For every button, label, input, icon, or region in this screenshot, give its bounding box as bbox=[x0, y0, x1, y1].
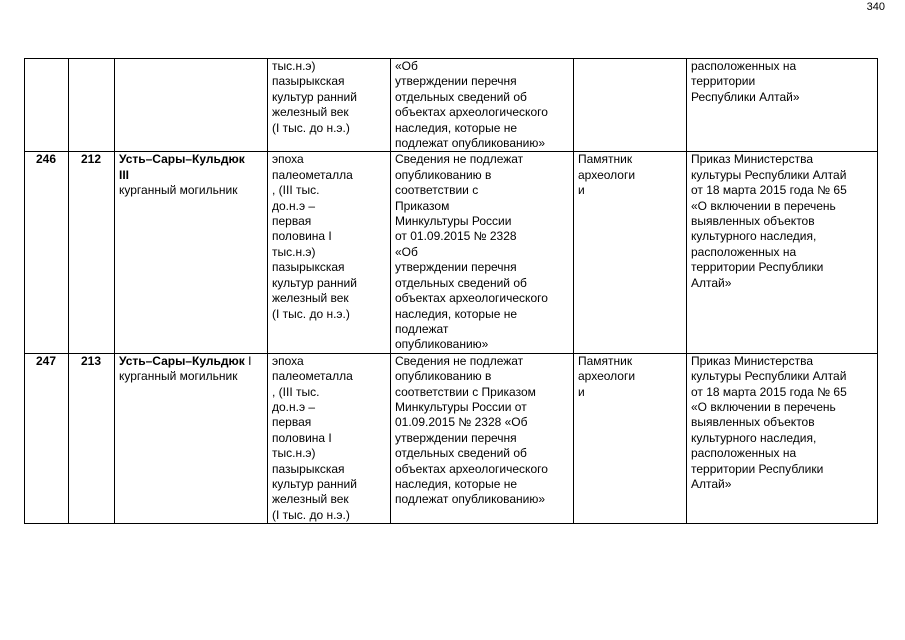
location-cell: Сведения не подлежат опубликованию в соответствии с Приказом Минкультуры России от 01.09.2015 № 2328 «Об утверждении перечня отдельных сведений об объектах археологического наследия, которые не подлежат опубликованию» bbox=[391, 152, 574, 353]
registry-number-cell bbox=[69, 59, 115, 152]
table-row bbox=[25, 152, 878, 353]
registry-number-cell: 213 bbox=[69, 353, 115, 523]
dating-cell: тыс.н.э) пазырыкская культур ранний железный век (I тыс. до н.э.) bbox=[268, 59, 391, 152]
row-number-cell: 246 bbox=[25, 152, 69, 353]
registry-number-cell: 212 bbox=[69, 152, 115, 353]
category-cell: Памятник археологи и bbox=[574, 152, 687, 353]
location-cell: Сведения не подлежат опубликованию в соответствии с Приказом Минкультуры России от 01.09.2015 № 2328 «Об утверждении перечня отдельных сведений об объектах археологического наследия, которые не подлежат опубликованию» bbox=[391, 353, 574, 523]
document-cell: Приказ Министерства культуры Республики Алтай от 18 марта 2015 года № 65 «О включении в перечень выявленных объектов культурного наследия, расположенных на территории Республики Алтай» bbox=[687, 152, 878, 353]
location-cell: «Об утверждении перечня отдельных сведений об объектах археологического наследия, которые не подлежат опубликованию» bbox=[391, 59, 574, 152]
object-type: курганный могильник bbox=[119, 183, 238, 198]
heritage-registry-table bbox=[24, 58, 878, 524]
row-number-cell: 247 bbox=[25, 353, 69, 523]
table-row bbox=[25, 59, 878, 152]
document-cell: Приказ Министерства культуры Республики Алтай от 18 марта 2015 года № 65 «О включении в перечень выявленных объектов культурного наследия, расположенных на территории Республики Алтай» bbox=[687, 353, 878, 523]
object-name-cell bbox=[115, 59, 268, 152]
table-row bbox=[25, 353, 878, 523]
dating-cell: эпоха палеометалла , (III тыс. до.н.э – первая половина I тыс.н.э) пазырыкская культур ранний железный век (I тыс. до н.э.) bbox=[268, 152, 391, 353]
object-name: Усть–Сары–Кульдюк bbox=[119, 353, 245, 368]
category-cell bbox=[574, 59, 687, 152]
object-type: курганный могильник bbox=[119, 369, 238, 384]
category-cell: Памятник археологи и bbox=[574, 353, 687, 523]
page-number: 340 bbox=[866, 1, 885, 13]
dating-cell: эпоха палеометалла , (III тыс. до.н.э – первая половина I тыс.н.э) пазырыкская культур ранний железный век (I тыс. до н.э.) bbox=[268, 353, 391, 523]
row-number-cell bbox=[25, 59, 69, 152]
object-name-suffix: I bbox=[244, 353, 252, 368]
object-name-cell bbox=[115, 353, 268, 523]
object-name: Усть–Сары–Кульдюк III bbox=[119, 152, 245, 182]
document-cell: расположенных на территории Республики Алтай» bbox=[687, 59, 878, 152]
object-name-cell bbox=[115, 152, 268, 353]
